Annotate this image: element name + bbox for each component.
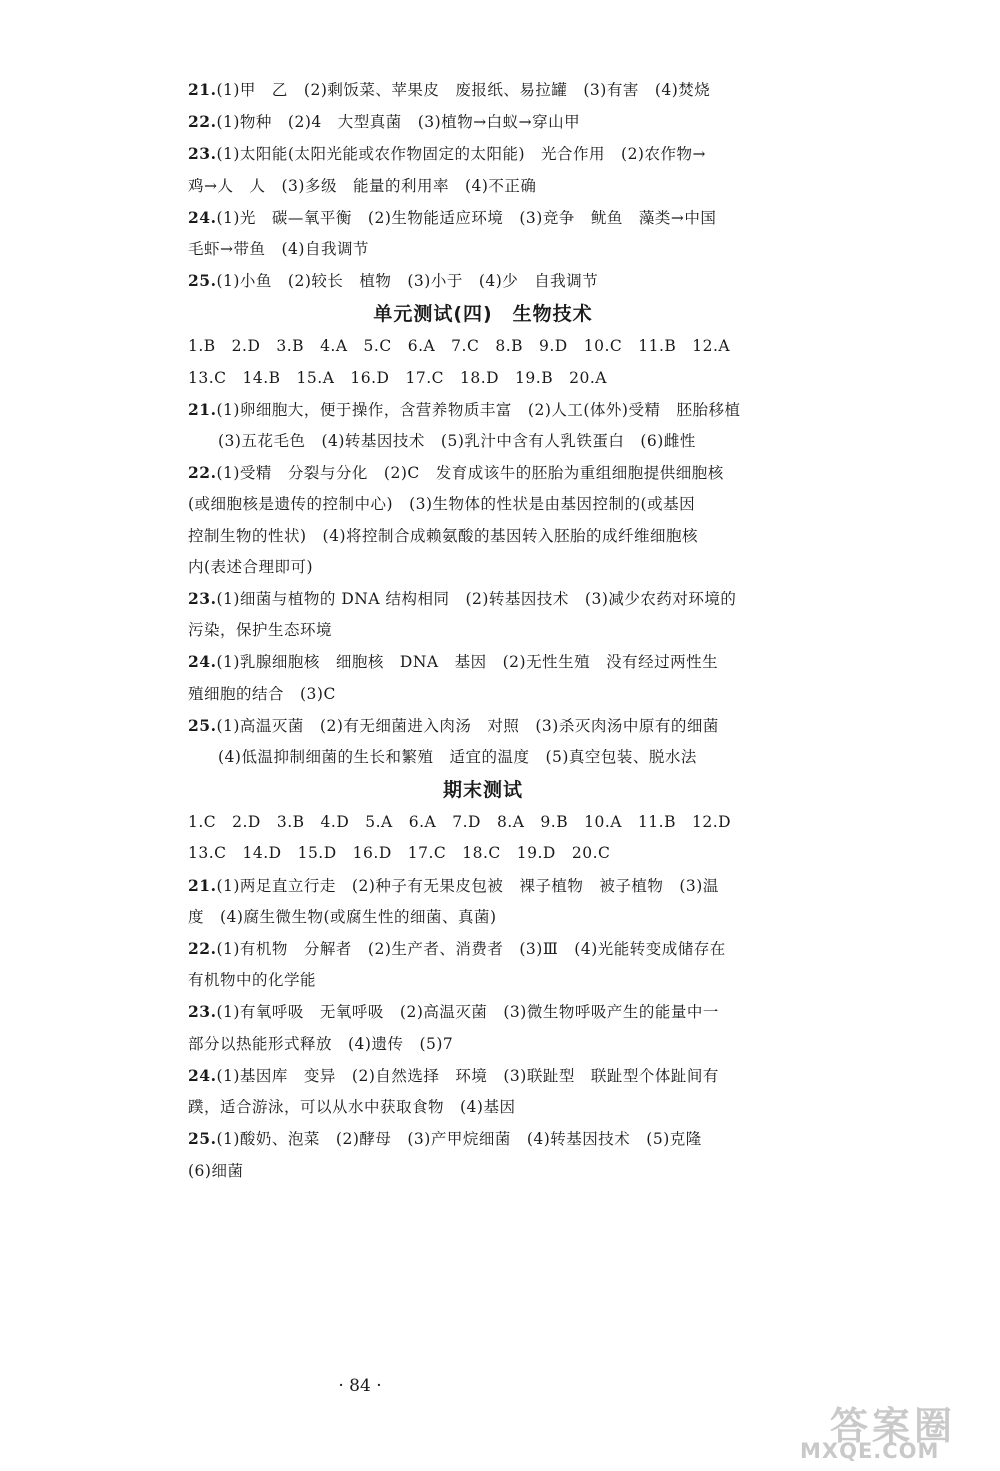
answer-text: 内(表述合理即可): [188, 557, 314, 576]
answer-line: [188, 265, 778, 297]
answer-text: 13.C 14.B 15.A 16.D 17.C 18.D 19.B 20.A: [188, 368, 607, 387]
answer-text: (或细胞核是遗传的控制中心) (3)生物体的性状是由基因控制的(或基因: [188, 495, 696, 514]
answer-text: (4)低温抑制细菌的生长和繁殖 适宜的温度 (5)真空包装、脱水法: [218, 748, 697, 767]
answer-line: [188, 679, 778, 710]
answer-text: (1)太阳能(太阳光能或农作物固定的太阳能) 光合作用 (2)农作物→: [216, 145, 706, 164]
answer-line: [188, 171, 778, 202]
answer-text: (3)五花毛色 (4)转基因技术 (5)乳汁中含有人乳铁蛋白 (6)雌性: [218, 432, 696, 451]
section-3-lines: [188, 807, 778, 1186]
answer-line: [188, 583, 778, 615]
answer-text: (1)细菌与植物的 DNA 结构相同 (2)转基因技术 (3)减少农药对环境的: [216, 590, 737, 609]
answer-line: [188, 489, 778, 520]
question-number: 24.: [188, 1065, 217, 1085]
question-number: 24.: [188, 652, 217, 672]
answer-text: 部分以热能形式释放 (4)遗传 (5)7: [188, 1034, 454, 1053]
answer-line: [188, 807, 778, 838]
answer-text: (1)酸奶、泡菜 (2)酵母 (3)产甲烷细菌 (4)转基因技术 (5)克隆: [216, 1130, 702, 1149]
question-number: 21.: [188, 80, 217, 99]
section-1-tail: [188, 74, 778, 297]
answer-line: [188, 1060, 778, 1092]
answer-line: [188, 1156, 778, 1187]
answer-line: [188, 234, 778, 265]
answer-line: [188, 394, 778, 426]
answer-page: [188, 74, 778, 1187]
answer-line: [188, 870, 778, 902]
answer-text: 毛虾→带鱼 (4)自我调节: [188, 240, 369, 259]
question-number: 25.: [188, 1129, 217, 1149]
answer-text: (1)物种 (2)4 大型真菌 (3)植物→白蚁→穿山甲: [216, 113, 581, 132]
section-heading-final-test: 期末测试: [442, 779, 523, 802]
answer-line: [188, 838, 778, 869]
question-number: 22.: [188, 112, 217, 132]
answer-text: 污染，保护生态环境: [188, 621, 333, 640]
question-number: 22.: [188, 939, 217, 959]
answer-text: 殖细胞的结合 (3)C: [188, 684, 336, 703]
answer-line: [188, 331, 778, 362]
section-2-lines: [188, 331, 778, 773]
answer-text: (1)有机物 分解者 (2)生产者、消费者 (3)Ⅲ (4)光能转变成储存在: [216, 940, 726, 959]
answer-line: [188, 426, 778, 457]
answer-text: 有机物中的化学能: [188, 971, 317, 990]
answer-line: [188, 138, 778, 170]
answer-text: (1)小鱼 (2)较长 植物 (3)小于 (4)少 自我调节: [216, 272, 599, 291]
answer-text: 鸡→人 人 (3)多级 能量的利用率 (4)不正确: [188, 176, 537, 195]
answer-text: 1.B 2.D 3.B 4.A 5.C 6.A 7.C 8.B 9.D 10.C 11.B 12.A: [188, 337, 731, 356]
answer-line: [188, 615, 778, 646]
answer-line: [188, 363, 778, 394]
answer-text: (1)乳腺细胞核 细胞核 DNA 基因 (2)无性生殖 没有经过两性生: [216, 653, 719, 672]
answer-line: [188, 965, 778, 996]
answer-text: (1)甲 乙 (2)剩饭菜、苹果皮 废报纸、易拉罐 (3)有害 (4)焚烧: [216, 81, 711, 99]
answer-line: [188, 710, 778, 742]
question-number: 23.: [188, 1002, 217, 1022]
answer-text: 蹼，适合游泳，可以从水中获取食物 (4)基因: [188, 1098, 516, 1117]
question-number: 23.: [188, 589, 217, 609]
answer-text: (1)两足直立行走 (2)种子有无果皮包被 裸子植物 被子植物 (3)温: [216, 876, 719, 895]
answer-line: [188, 1029, 778, 1060]
answer-line: [188, 521, 778, 552]
answer-line: [188, 457, 778, 489]
watermark-site: MXQE.COM: [800, 1439, 940, 1463]
answer-line: [188, 74, 778, 106]
question-number: 21.: [188, 399, 217, 419]
answer-text: (1)有氧呼吸 无氧呼吸 (2)高温灭菌 (3)微生物呼吸产生的能量中一: [216, 1003, 719, 1022]
answer-line: [188, 552, 778, 583]
answer-line: [188, 1092, 778, 1123]
question-number: 23.: [188, 144, 217, 164]
answer-line: [188, 902, 778, 933]
answer-line: [188, 742, 778, 773]
answer-text: (6)细菌: [188, 1161, 244, 1180]
answer-line: [188, 933, 778, 965]
answer-line: [188, 996, 778, 1028]
page-number: · 84 ·: [338, 1376, 382, 1396]
answer-text: 13.C 14.D 15.D 16.D 17.C 18.C 19.D 20.C: [188, 844, 611, 863]
question-number: 25.: [188, 271, 217, 291]
answer-line: [188, 106, 778, 138]
answer-text: (1)受精 分裂与分化 (2)C 发育成该牛的胚胎为重组细胞提供细胞核: [216, 464, 724, 483]
answer-line: [188, 646, 778, 678]
question-number: 21.: [188, 875, 217, 895]
answer-text: (1)光 碳—氧平衡 (2)生物能适应环境 (3)竞争 鱿鱼 藻类→中国: [216, 208, 717, 227]
question-number: 24.: [188, 207, 217, 227]
question-number: 22.: [188, 463, 217, 483]
answer-text: 度 (4)腐生微生物(或腐生性的细菌、真菌): [188, 907, 497, 926]
answer-text: 控制生物的性状) (4)将控制合成赖氨酸的基因转入胚胎的成纤维细胞核: [188, 526, 699, 545]
answer-line: [188, 202, 778, 234]
section-heading-unit-test-4: 单元测试(四) 生物技术: [373, 303, 593, 326]
watermark-text: 答案圈: [830, 1404, 957, 1448]
answer-text: (1)基因库 变异 (2)自然选择 环境 (3)联趾型 联趾型个体趾间有: [216, 1066, 719, 1085]
answer-text: (1)高温灭菌 (2)有无细菌进入肉汤 对照 (3)杀灭肉汤中原有的细菌: [216, 716, 719, 735]
watermark-logo: [800, 1395, 990, 1465]
answer-text: 1.C 2.D 3.B 4.D 5.A 6.A 7.D 8.A 9.B 10.A 11.B 12.D: [188, 813, 732, 832]
question-number: 25.: [188, 715, 217, 735]
answer-line: [188, 1123, 778, 1155]
answer-text: (1)卵细胞大，便于操作，含营养物质丰富 (2)人工(体外)受精 胚胎移植: [216, 400, 741, 419]
